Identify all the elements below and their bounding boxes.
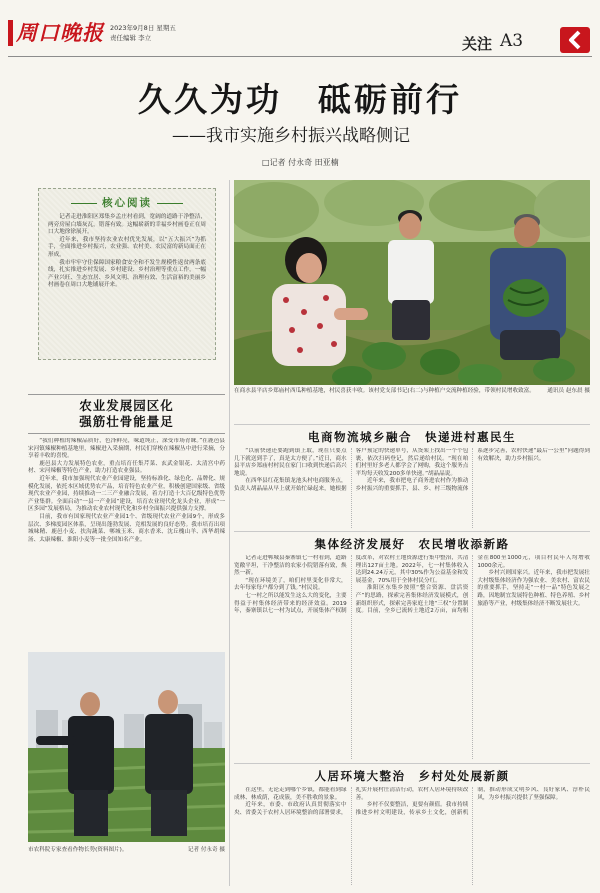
article-paragraph: 近年来，市委、市政府认真贯彻落实中央、省委关于农村人居环境整治的部署要求，扎实开展村庄清洁行动，农村人居环境持续改善。 xyxy=(234,787,469,816)
section-heading-environment: 人居环境大整治 乡村处处展新颜 xyxy=(314,769,510,783)
woman-shirt xyxy=(272,284,346,366)
core-paragraph: 近年来，我市坚持农业农村优先发展，以“五大振兴”为抓手，全面推进乡村振兴，农业强、农村美、农民富的新局面正在形成。 xyxy=(48,236,206,258)
section-name: 关注 xyxy=(462,35,493,53)
section-body-agri xyxy=(28,438,225,644)
section-divider xyxy=(234,531,590,532)
shirt-pattern-dot xyxy=(317,323,323,329)
shirt-pattern-dot xyxy=(331,341,337,347)
man-right-pants xyxy=(500,330,560,360)
section-body-ecommerce xyxy=(234,448,590,528)
watermelon xyxy=(533,358,575,382)
caption-text: 市农科院专家查看作物长势(资料图片)。 xyxy=(28,847,128,853)
core-reading-title xyxy=(48,195,206,210)
article-paragraph: “我们种植的辣椒品质好，色泽鲜亮，味道纯正，深受市场青睐。”在鹿邑县宋河镇辣椒种植基地里，辣椒进入采摘期，村民们穿梭在辣椒丛中进行采摘，分享着丰收的喜悦。 xyxy=(28,438,225,460)
man-left-arm xyxy=(36,736,76,745)
man-right-head xyxy=(158,690,178,714)
section-heading-ecommerce: 电商物流城乡融合 快递进村惠民生 xyxy=(308,430,516,444)
article-paragraph: 记者走进郸城县秦寨镇七一村看到，道路宽敞平坦，干净整洁的农家小院错落有致，焕然一新。 xyxy=(234,555,347,577)
shirt-pattern-dot xyxy=(297,347,303,353)
photo-credit: 记者 付永奇 摄 xyxy=(187,847,225,853)
page-title: 久久为功 砥砺前行 xyxy=(138,80,462,119)
article-paragraph: 乡村兴则国家兴。近年来，我市把发展壮大村级集体经济作为强农业、美农村、富农民的重要抓手，坚持走“一村一品”特色发展之路，因地制宜发展特色种植、特色养殖、乡村旅游等产业，村级集体经济不断发展壮大。 xyxy=(477,570,590,607)
article-paragraph: 目前，我市有国家现代农业产业园1个、省级现代农业产业园9个，形成多层次、多梯度园区体系，呈现出蓬勃发展、竞相发展的良好态势。我市培育出项城味精、鹿邑小麦、扶沟蔬菜、郸城玉米、商水香米、沈丘槐山羊、西华胡辣汤、太康辣椒、淮阳小麦等一批全国知名产业。 xyxy=(28,513,225,543)
section-divider xyxy=(234,763,590,764)
shirt-pattern-dot xyxy=(323,295,329,301)
core-reading-text xyxy=(48,214,206,290)
article-paragraph: 近年来，我市把电子商务进农村作为推动乡村振兴的重要抓手，县、乡、村三级物流体系逐步完善，农村快递“最后一公里”问题得到有效解决，助力乡村振兴。 xyxy=(355,448,590,492)
article-paragraph: 淮阳区东集乡按照“整合资源、盘活资产”的思路，探索完善集体经济发展模式，创新组织形式，探索完善家庭土地“三权”分置制度。目前，全乡已流转土地近2万亩，亩均租金在800至1000元，项目村民年人均增收1000余元。 xyxy=(355,555,590,615)
section-body-environment xyxy=(234,787,590,885)
man-left-pants xyxy=(74,790,108,836)
newspaper-logo[interactable]: 周口晚报 xyxy=(16,20,104,45)
man-right-jacket xyxy=(145,714,193,794)
shirt-pattern-dot xyxy=(283,297,289,303)
section-heading-agri xyxy=(28,394,225,434)
shirt-pattern-dot xyxy=(301,309,307,315)
man-center-shirt xyxy=(388,240,434,304)
title-rule-right xyxy=(157,203,183,204)
main-photo[interactable] xyxy=(234,180,590,385)
chevron-background xyxy=(560,27,590,53)
heading-line-2: 强筋壮骨能量足 xyxy=(79,414,174,429)
issue-date: 2023年9月8日 星期五 xyxy=(110,24,176,32)
photo-building xyxy=(36,710,58,752)
core-paragraph: 我市牢牢守住保障国家粮食安全和不发生规模性返贫两条底线，扎实推进乡村发展、乡村建设、乡村治理等重点工作，一幅产业兴旺、生态宜居、乡风文明、治理有效、生活富裕的美丽乡村画卷在周口大地铺展开来。 xyxy=(48,259,206,289)
article-paragraph: 在这里，无论走到哪个乡镇，都能看到绿成林、林成荫，花成簇，美不胜收的景象。 xyxy=(234,787,347,801)
man-right-pants xyxy=(151,790,187,836)
column-divider xyxy=(229,180,230,886)
man-left-head xyxy=(80,692,100,716)
photo-building xyxy=(124,714,144,752)
article-paragraph: 近年来，我市加强现代农业产业园建设，坚持标准化、绿色化、品牌化、规模化发展，依托本区域优势农产品，培育特色农业产业，积极创建国家级、省级现代农业产业园，持续推动一二三产业融合发展，着力打造十大百亿级特色优势产业集群。全面启动“一县一产业园”建设，培育农业现代化龙头企业，形成“一区多园”发展格局，为推动农业农村现代化和乡村全面振兴提供强力支撑。 xyxy=(28,475,225,513)
man-center-face xyxy=(399,213,421,239)
editor-credit: 责任编辑 李立 xyxy=(110,34,152,42)
article-paragraph: “现在环境美了，咱们村里变化非常大，去年每家每户都分到了钱。”村民说。 xyxy=(234,577,347,592)
page-number: A3 xyxy=(500,31,524,51)
core-paragraph: 记者走进淮阳区郑集乡孟庄村看到，宽阔的道路干净整洁，两旁房屋白墙灰瓦，错落有致。这幅崭新的幸福乡村画卷正在周口大地徐徐展开。 xyxy=(48,214,206,236)
section-body-collective xyxy=(234,555,590,759)
heading-line-1: 农业发展园区化 xyxy=(79,398,174,413)
core-reading-box xyxy=(38,188,216,360)
core-reading-label: 核心阅读 xyxy=(102,197,152,209)
article-paragraph: 乡村不仅要整洁，更要有颜值。我市持续推进乡村文明建设，传承乡土文化，创新机制，推动形成文明乡风、良好家风、淳朴民风，为乡村振兴提供了坚强保障。 xyxy=(355,787,590,816)
article-paragraph: 鹿邑县大力发展特色农业，重点培育任集芹菜、玄武金银花、太清宫中药材、宋河辣椒等特色产业，助力打造农业强县。 xyxy=(28,460,225,475)
side-photo[interactable] xyxy=(28,652,225,842)
shirt-pattern-dot xyxy=(289,327,295,333)
logo-bar xyxy=(8,20,13,46)
man-center-pants xyxy=(392,300,430,340)
main-photo-caption xyxy=(234,388,590,396)
side-photo-caption xyxy=(28,847,225,855)
photo-credit: 通讯员 赵东晨 摄 xyxy=(547,388,590,394)
woman-arm xyxy=(334,308,368,320)
article-paragraph: “以前快递还要跑到镇上取，现在只要点几下就送到手了，真是太方便了。”近日，商水县平店乡郑庙村村民在家门口收到快递后高兴地说。 xyxy=(234,448,347,477)
article-paragraph: 在西华县红花集镇龙池头村电商服务点，负责人胡晶晶从早上就开始忙碌起来，她根据客户预定的快递单号，从货架上找出一个个包裹，依次扫码登记，然后递给村民。“现在咱们村里好多老人都学会了网购，我这个服务点平均每天收发200多单快递。”胡晶晶说。 xyxy=(234,448,469,492)
title-rule-left xyxy=(71,203,97,204)
byline: □记者 付永奇 田亚楠 xyxy=(262,158,339,167)
woman-face xyxy=(296,253,322,283)
section-heading-collective: 集体经济发展好 农民增收添新路 xyxy=(314,537,510,551)
caption-text: 在商水县平店乡郑庙村西瓜种植基地，村民喜获丰收。该村党支部书记(右二)与种植户交流种植经验，带领村民增收致富。 xyxy=(234,388,535,394)
watermelon xyxy=(362,342,406,370)
photo-building xyxy=(204,722,222,752)
article-paragraph: 七一村之所以能发生这么大的变化，主要得益于村集体经济带来的经济效益。2019年，秦寨镇以七一村为试点，开展集体产权制度改革，对农村土地资源进行集中整治，共清理出127亩土地。2022年，七一村集体收入达到24.24万元，其中30%作为公益基金和发展基金，70%用于全体村民分红。 xyxy=(234,555,469,615)
man-left-jacket xyxy=(68,716,114,794)
page-subtitle: ——我市实施乡村振兴战略侧记 xyxy=(172,126,410,146)
chevron-left-icon[interactable] xyxy=(560,27,590,53)
man-right-face xyxy=(514,217,540,247)
section-divider xyxy=(234,424,590,425)
watermelon xyxy=(420,349,460,375)
header-divider xyxy=(8,56,592,57)
watermelon-held xyxy=(503,279,549,317)
